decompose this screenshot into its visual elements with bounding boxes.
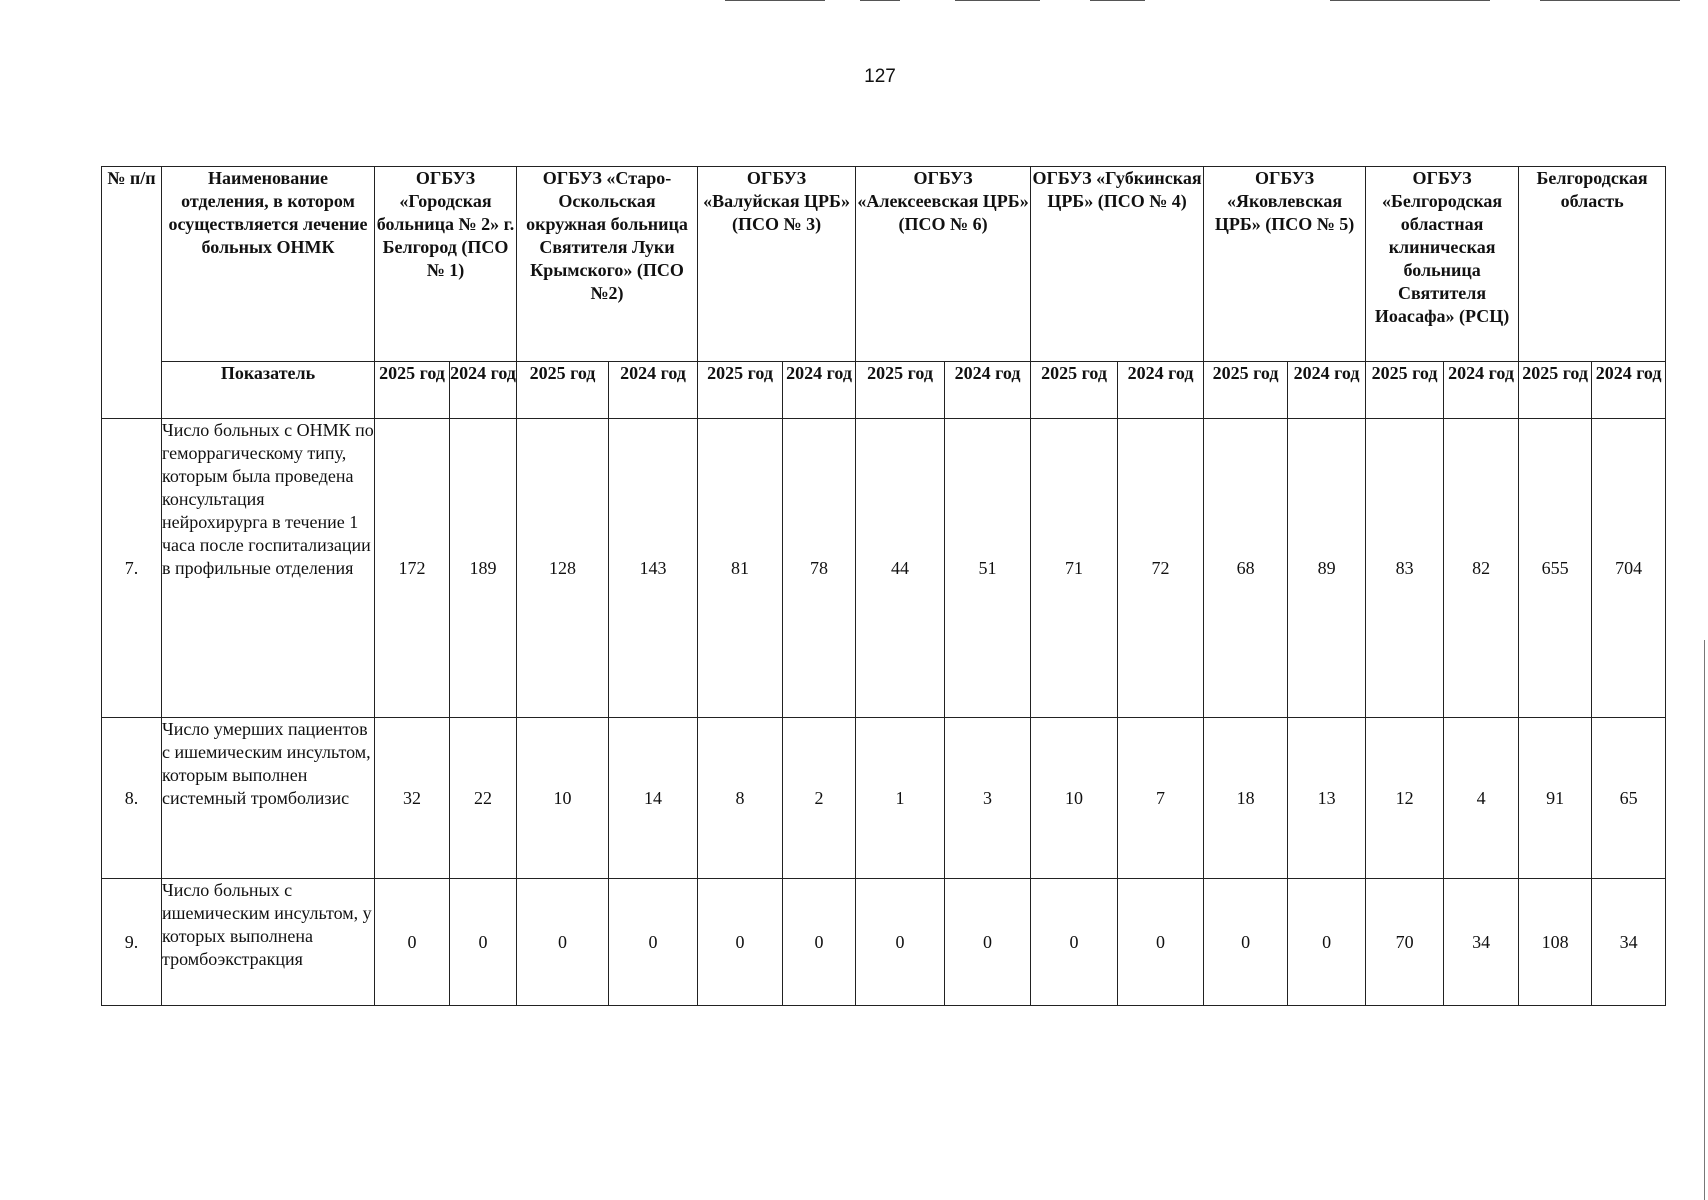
year-header: 2025 год [698, 362, 783, 419]
value-cell: 0 [1031, 879, 1118, 1006]
col-number-header: № п/п [102, 167, 162, 419]
value-cell: 1 [856, 718, 945, 879]
value-cell: 172 [375, 419, 450, 718]
value-cell: 71 [1031, 419, 1118, 718]
year-header: 2024 год [1288, 362, 1366, 419]
value-cell: 0 [783, 879, 856, 1006]
institution-header: ОГБУЗ «Алексеевская ЦРБ» (ПСО № 6) [856, 167, 1031, 362]
year-header: 2024 год [1592, 362, 1666, 419]
institution-header: ОГБУЗ «Губкинская ЦРБ» (ПСО № 4) [1031, 167, 1204, 362]
value-cell: 12 [1366, 718, 1444, 879]
year-header: 2024 год [783, 362, 856, 419]
year-header: 2025 год [1366, 362, 1444, 419]
year-header: 2024 год [945, 362, 1031, 419]
row-number: 9. [102, 879, 162, 1006]
year-header: 2025 год [1519, 362, 1592, 419]
year-header: 2025 год [517, 362, 609, 419]
value-cell: 4 [1444, 718, 1519, 879]
institution-header: ОГБУЗ «Белгородская областная клиническая больница Святителя Иоасафа» (РСЦ) [1366, 167, 1519, 362]
institution-header: Белгородская область [1519, 167, 1666, 362]
year-header: 2025 год [375, 362, 450, 419]
institution-header: ОГБУЗ «Городская больница № 2» г. Белгород (ПСО № 1) [375, 167, 517, 362]
table-row [102, 419, 1666, 718]
value-cell: 8 [698, 718, 783, 879]
value-cell: 7 [1118, 718, 1204, 879]
value-cell: 0 [945, 879, 1031, 1006]
year-header: 2024 год [1444, 362, 1519, 419]
header-row-years [102, 362, 1666, 419]
scan-artifact-line [1540, 0, 1680, 1]
scan-artifact-line [725, 0, 825, 1]
scan-artifact-line [860, 0, 900, 1]
year-header: 2024 год [609, 362, 698, 419]
value-cell: 78 [783, 419, 856, 718]
value-cell: 82 [1444, 419, 1519, 718]
value-cell: 72 [1118, 419, 1204, 718]
row-label: Число больных с ОНМК по геморрагическому типу, которым была проведена консультация нейрохирурга в течение 1 часа после госпитализации в профильные отделения [162, 419, 375, 718]
value-cell: 0 [375, 879, 450, 1006]
value-cell: 44 [856, 419, 945, 718]
scan-artifact-edge [1704, 640, 1705, 1200]
value-cell: 0 [1288, 879, 1366, 1006]
value-cell: 189 [450, 419, 517, 718]
value-cell: 128 [517, 419, 609, 718]
value-cell: 14 [609, 718, 698, 879]
year-header: 2024 год [450, 362, 517, 419]
year-header: 2025 год [1031, 362, 1118, 419]
page-number: 127 [864, 66, 896, 87]
scan-artifact-line [955, 0, 1040, 1]
row-label: Число умерших пациентов с ишемическим инсультом, которым выполнен системный тромболизис [162, 718, 375, 879]
value-cell: 81 [698, 419, 783, 718]
value-cell: 0 [517, 879, 609, 1006]
year-header: 2024 год [1118, 362, 1204, 419]
value-cell: 0 [1118, 879, 1204, 1006]
table-row [102, 879, 1666, 1006]
value-cell: 18 [1204, 718, 1288, 879]
value-cell: 89 [1288, 419, 1366, 718]
value-cell: 0 [609, 879, 698, 1006]
value-cell: 0 [1204, 879, 1288, 1006]
scan-artifact-line [1090, 0, 1145, 1]
header-row-institutions [102, 167, 1666, 362]
value-cell: 0 [450, 879, 517, 1006]
report-table [101, 166, 1666, 1006]
value-cell: 34 [1444, 879, 1519, 1006]
col-name-header: Наименование отделения, в котором осуществляется лечение больных ОНМК [162, 167, 375, 362]
value-cell: 32 [375, 718, 450, 879]
indicator-header: Показатель [162, 362, 375, 419]
table-row [102, 718, 1666, 879]
value-cell: 10 [1031, 718, 1118, 879]
row-number: 7. [102, 419, 162, 718]
institution-header: ОГБУЗ «Яковлевская ЦРБ» (ПСО № 5) [1204, 167, 1366, 362]
value-cell: 68 [1204, 419, 1288, 718]
value-cell: 108 [1519, 879, 1592, 1006]
value-cell: 143 [609, 419, 698, 718]
value-cell: 704 [1592, 419, 1666, 718]
institution-header: ОГБУЗ «Старо-Оскольская окружная больница Святителя Луки Крымского» (ПСО №2) [517, 167, 698, 362]
value-cell: 22 [450, 718, 517, 879]
value-cell: 51 [945, 419, 1031, 718]
institution-header: ОГБУЗ «Валуйская ЦРБ» (ПСО № 3) [698, 167, 856, 362]
value-cell: 3 [945, 718, 1031, 879]
value-cell: 13 [1288, 718, 1366, 879]
value-cell: 0 [698, 879, 783, 1006]
year-header: 2025 год [1204, 362, 1288, 419]
row-number: 8. [102, 718, 162, 879]
value-cell: 10 [517, 718, 609, 879]
value-cell: 0 [856, 879, 945, 1006]
value-cell: 65 [1592, 718, 1666, 879]
value-cell: 34 [1592, 879, 1666, 1006]
value-cell: 2 [783, 718, 856, 879]
value-cell: 91 [1519, 718, 1592, 879]
row-label: Число больных с ишемическим инсультом, у которых выполнена тромбоэкстракция [162, 879, 375, 1006]
value-cell: 70 [1366, 879, 1444, 1006]
scan-artifact-line [1330, 0, 1490, 1]
year-header: 2025 год [856, 362, 945, 419]
value-cell: 655 [1519, 419, 1592, 718]
value-cell: 83 [1366, 419, 1444, 718]
